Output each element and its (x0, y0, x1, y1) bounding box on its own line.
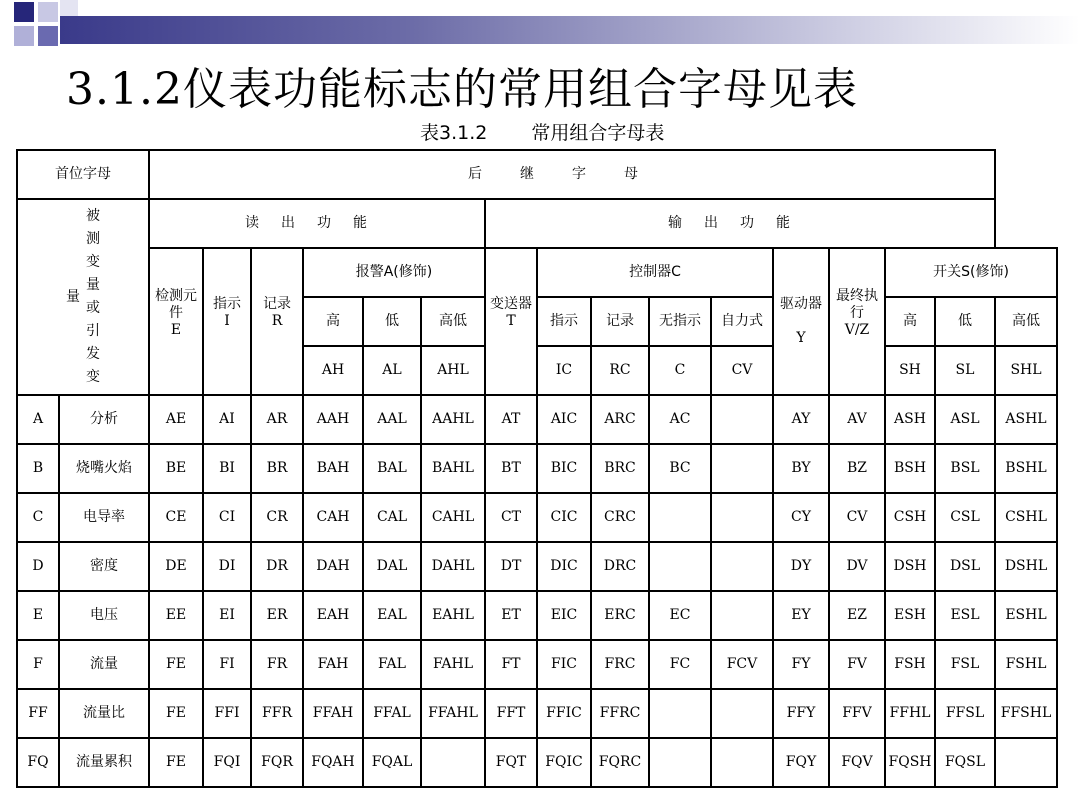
table-row (17, 591, 1057, 640)
table-cell: DAH (303, 542, 363, 591)
table-cell: EY (773, 591, 829, 640)
table-row (17, 640, 1057, 689)
table-cell: EZ (829, 591, 885, 640)
table-cell: FFIC (537, 689, 591, 738)
table-cell: DSL (935, 542, 995, 591)
table-cell: AI (203, 395, 251, 444)
table-cell: AV (829, 395, 885, 444)
table-cell: FE (149, 640, 203, 689)
controller-header: 控制器C (537, 248, 773, 297)
table-cell: BAL (363, 444, 421, 493)
table-cell: AAHL (421, 395, 485, 444)
table-cell: EAL (363, 591, 421, 640)
decor-square (38, 26, 58, 46)
table-cell: DSHL (995, 542, 1057, 591)
table-cell (995, 738, 1057, 787)
table-cell: AIC (537, 395, 591, 444)
table-cell: ESL (935, 591, 995, 640)
row-letter: FQ (17, 738, 59, 787)
table-cell: EI (203, 591, 251, 640)
table-cell: FFAL (363, 689, 421, 738)
table-cell: CSL (935, 493, 995, 542)
table-cell: AE (149, 395, 203, 444)
table-cell (649, 689, 711, 738)
sw-low-label: 低 (935, 297, 995, 346)
table-cell: CR (251, 493, 303, 542)
row-letter: B (17, 444, 59, 493)
table-cell (711, 395, 773, 444)
table-cell: FAH (303, 640, 363, 689)
record-header: 记录 R (251, 248, 303, 395)
page-title: 3.1.2仪表功能标志的常用组合字母见表 (66, 64, 858, 115)
table-cell: EAHL (421, 591, 485, 640)
table-cell: FY (773, 640, 829, 689)
table-cell: FSL (935, 640, 995, 689)
table-cell: FT (485, 640, 537, 689)
table-row (17, 738, 1057, 787)
row-letter: F (17, 640, 59, 689)
table-cell: CE (149, 493, 203, 542)
table-cell: FE (149, 689, 203, 738)
slide-decoration (0, 0, 1080, 50)
row-variable-name: 流量累积 (59, 738, 149, 787)
caption-text: 常用组合字母表 (531, 122, 665, 144)
row-variable-name: 电压 (59, 591, 149, 640)
table-cell: FQI (203, 738, 251, 787)
table-cell: FFAHL (421, 689, 485, 738)
alarm-low-label: 低 (363, 297, 421, 346)
table-cell: BAH (303, 444, 363, 493)
table-cell: FFRC (591, 689, 649, 738)
table-cell: BAHL (421, 444, 485, 493)
table-cell: FFHL (885, 689, 935, 738)
ctrl-indicate-label: 指示 (537, 297, 591, 346)
table-cell: CSH (885, 493, 935, 542)
table-cell: FIC (537, 640, 591, 689)
caption-number: 表3.1.2 (420, 122, 488, 144)
measured-variable-header (17, 199, 149, 395)
row-letter: D (17, 542, 59, 591)
table-cell: FC (649, 640, 711, 689)
ctrl-indicate-code: IC (537, 346, 591, 395)
alarm-highlow-code: AHL (421, 346, 485, 395)
sw-highlow-code: SHL (995, 346, 1057, 395)
table-cell: CT (485, 493, 537, 542)
row-variable-name: 分析 (59, 395, 149, 444)
switch-header: 开关S(修饰) (885, 248, 1057, 297)
alarm-high-code: AH (303, 346, 363, 395)
table-cell: FRC (591, 640, 649, 689)
header-row-2 (17, 199, 1057, 248)
table-cell: CAH (303, 493, 363, 542)
table-cell: BC (649, 444, 711, 493)
decor-square (38, 2, 58, 22)
table-cell (711, 591, 773, 640)
table-cell: BSH (885, 444, 935, 493)
table-cell: BI (203, 444, 251, 493)
table-cell: CV (829, 493, 885, 542)
table-cell: ESHL (995, 591, 1057, 640)
table-cell: FAL (363, 640, 421, 689)
table-cell: BSL (935, 444, 995, 493)
table-cell: FQRC (591, 738, 649, 787)
ctrl-self-code: CV (711, 346, 773, 395)
ctrl-no-indicate-code: C (649, 346, 711, 395)
alarm-low-code: AL (363, 346, 421, 395)
sw-high-code: SH (885, 346, 935, 395)
table-row (17, 444, 1057, 493)
sw-low-code: SL (935, 346, 995, 395)
row-variable-name: 流量 (59, 640, 149, 689)
table-cell: DV (829, 542, 885, 591)
table-cell: EIC (537, 591, 591, 640)
table-cell: FFT (485, 689, 537, 738)
table-cell: CI (203, 493, 251, 542)
table-cell (649, 493, 711, 542)
table-cell: FR (251, 640, 303, 689)
table-cell: ASL (935, 395, 995, 444)
table-cell (649, 738, 711, 787)
table-cell: FQSH (885, 738, 935, 787)
actuator-header: 驱动器 Y (773, 248, 829, 395)
header-row-1 (17, 150, 1057, 199)
ctrl-record-label: 记录 (591, 297, 649, 346)
table-cell: FFR (251, 689, 303, 738)
table-cell: CY (773, 493, 829, 542)
table-cell: AY (773, 395, 829, 444)
table-cell: FQAH (303, 738, 363, 787)
table-cell: FFAH (303, 689, 363, 738)
table-cell: ET (485, 591, 537, 640)
table-cell: DAHL (421, 542, 485, 591)
table-cell: FSH (885, 640, 935, 689)
table-cell (711, 542, 773, 591)
table-cell: DI (203, 542, 251, 591)
sw-highlow-label: 高低 (995, 297, 1057, 346)
ctrl-self-label: 自力式 (711, 297, 773, 346)
letter-combination-table (16, 149, 1058, 788)
table-cell: DRC (591, 542, 649, 591)
table-cell: FQAL (363, 738, 421, 787)
table-cell: FCV (711, 640, 773, 689)
row-variable-name: 密度 (59, 542, 149, 591)
table-cell: FI (203, 640, 251, 689)
subsequent-letters-header: 后继字母 (149, 150, 995, 199)
table-cell (711, 493, 773, 542)
table-cell: DIC (537, 542, 591, 591)
table-cell: BIC (537, 444, 591, 493)
decor-square (60, 0, 78, 16)
table-cell: DT (485, 542, 537, 591)
readout-function-header: 读出功能 (149, 199, 485, 248)
table-cell: CRC (591, 493, 649, 542)
row-letter: FF (17, 689, 59, 738)
table-cell: DE (149, 542, 203, 591)
row-variable-name: 烧嘴火焰 (59, 444, 149, 493)
table-cell: FE (149, 738, 203, 787)
table-cell: BRC (591, 444, 649, 493)
table-cell: CAHL (421, 493, 485, 542)
final-element-header: 最终执行 V/Z (829, 248, 885, 395)
table-cell: AR (251, 395, 303, 444)
row-letter: E (17, 591, 59, 640)
table-row (17, 395, 1057, 444)
header-row-3 (17, 248, 1057, 297)
row-letter: A (17, 395, 59, 444)
table-cell: AAH (303, 395, 363, 444)
decor-square (14, 26, 34, 46)
alarm-highlow-label: 高低 (421, 297, 485, 346)
table-cell: FV (829, 640, 885, 689)
table-cell: BT (485, 444, 537, 493)
table-cell (711, 689, 773, 738)
table-cell: FAHL (421, 640, 485, 689)
row-variable-name: 电导率 (59, 493, 149, 542)
table-cell: FFI (203, 689, 251, 738)
table-row (17, 542, 1057, 591)
alarm-high-label: 高 (303, 297, 363, 346)
table-cell: DAL (363, 542, 421, 591)
table-cell: DY (773, 542, 829, 591)
table-cell: EC (649, 591, 711, 640)
table-cell: ESH (885, 591, 935, 640)
table-cell: FQR (251, 738, 303, 787)
table-cell: FSHL (995, 640, 1057, 689)
transmitter-header: 变送器 T (485, 248, 537, 395)
table-cell: AC (649, 395, 711, 444)
indicate-header: 指示 I (203, 248, 251, 395)
measured-variable-side: 量 (66, 288, 80, 305)
row-letter: C (17, 493, 59, 542)
table-cell: DR (251, 542, 303, 591)
decor-square (14, 2, 34, 22)
table-cell: ASHL (995, 395, 1057, 444)
table-cell: FQSL (935, 738, 995, 787)
table-cell: EE (149, 591, 203, 640)
table-cell (421, 738, 485, 787)
table-cell: FQV (829, 738, 885, 787)
table-cell: EAH (303, 591, 363, 640)
table-cell: FFSL (935, 689, 995, 738)
table-cell: CAL (363, 493, 421, 542)
table-row (17, 689, 1057, 738)
table-body (17, 395, 1057, 787)
row-variable-name: 流量比 (59, 689, 149, 738)
table-cell: AT (485, 395, 537, 444)
table-cell (649, 542, 711, 591)
table-cell: FFV (829, 689, 885, 738)
table-row (17, 493, 1057, 542)
table-cell: CSHL (995, 493, 1057, 542)
table-caption (420, 120, 664, 146)
output-function-header: 输出功能 (485, 199, 995, 248)
table-cell: DSH (885, 542, 935, 591)
table-cell: ER (251, 591, 303, 640)
table-cell: BZ (829, 444, 885, 493)
first-letter-header: 首位字母 (17, 150, 149, 199)
table-cell (711, 444, 773, 493)
sw-high-label: 高 (885, 297, 935, 346)
table-cell: FFSHL (995, 689, 1057, 738)
table-cell: BR (251, 444, 303, 493)
alarm-header: 报警A(修饰) (303, 248, 485, 297)
table-cell: ERC (591, 591, 649, 640)
ctrl-no-indicate-label: 无指示 (649, 297, 711, 346)
table-cell: FQY (773, 738, 829, 787)
ctrl-record-code: RC (591, 346, 649, 395)
table-cell: AAL (363, 395, 421, 444)
measured-variable-vertical: 被 测 变 量 或 引 发 变 (86, 208, 100, 385)
table-cell: FQIC (537, 738, 591, 787)
table-cell: ARC (591, 395, 649, 444)
table-cell: BE (149, 444, 203, 493)
title-band (60, 16, 1080, 44)
table-cell: BY (773, 444, 829, 493)
table-cell: FFY (773, 689, 829, 738)
table-cell (711, 738, 773, 787)
table-cell: FQT (485, 738, 537, 787)
table-cell: ASH (885, 395, 935, 444)
detector-header: 检测元件 E (149, 248, 203, 395)
table-cell: CIC (537, 493, 591, 542)
table-cell: BSHL (995, 444, 1057, 493)
